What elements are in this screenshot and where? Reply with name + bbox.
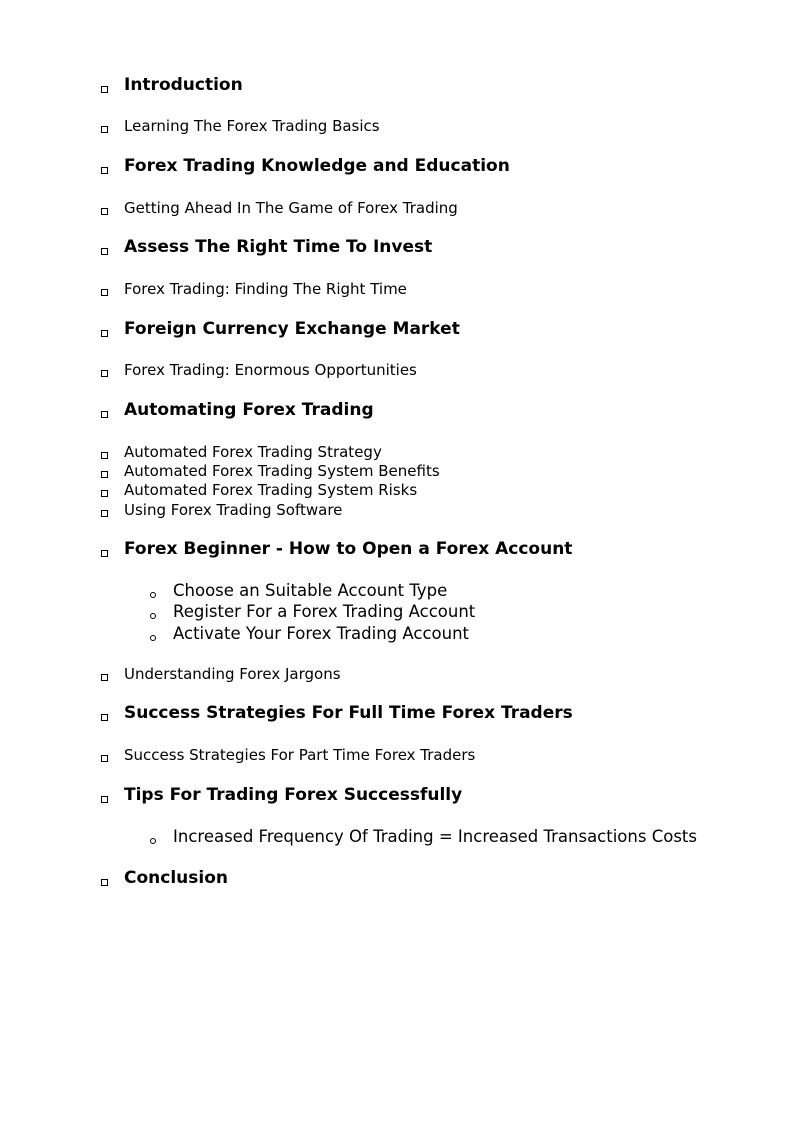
toc-item-text: Tips For Trading Forex Successfully bbox=[124, 785, 463, 805]
toc-item-text: Automated Forex Trading System Risks bbox=[124, 481, 418, 499]
circle-bullet-icon bbox=[150, 592, 156, 598]
toc-item-text: Activate Your Forex Trading Account bbox=[173, 624, 470, 643]
toc-item-text: Forex Trading: Finding The Right Time bbox=[124, 280, 407, 298]
square-bullet-icon bbox=[101, 550, 108, 557]
circle-bullet-icon bbox=[150, 613, 156, 619]
toc-item-text: Getting Ahead In The Game of Forex Trading bbox=[124, 199, 458, 217]
square-bullet-icon bbox=[101, 126, 108, 133]
square-bullet-icon bbox=[101, 755, 108, 762]
square-bullet-icon bbox=[101, 248, 108, 255]
toc-item-text: Choose an Suitable Account Type bbox=[173, 581, 448, 600]
toc-item-text: Register For a Forex Trading Account bbox=[173, 602, 476, 621]
square-bullet-icon bbox=[101, 452, 108, 459]
toc-item-text: Success Strategies For Full Time Forex Traders bbox=[124, 703, 573, 723]
square-bullet-icon bbox=[101, 289, 108, 296]
toc-item-text: Forex Trading Knowledge and Education bbox=[124, 156, 510, 176]
toc-item-text: Foreign Currency Exchange Market bbox=[124, 319, 460, 339]
square-bullet-icon bbox=[101, 714, 108, 721]
toc-item-text: Success Strategies For Part Time Forex Traders bbox=[124, 746, 476, 764]
toc-item-text: Increased Frequency Of Trading = Increased Transactions Costs bbox=[173, 827, 697, 846]
circle-bullet-icon bbox=[150, 838, 156, 844]
toc-item-text: Learning The Forex Trading Basics bbox=[124, 117, 380, 135]
square-bullet-icon bbox=[101, 674, 108, 681]
square-bullet-icon bbox=[101, 471, 108, 478]
square-bullet-icon bbox=[101, 411, 108, 418]
toc-item-text: Automated Forex Trading Strategy bbox=[124, 443, 382, 461]
toc-item-text: Automating Forex Trading bbox=[124, 400, 374, 420]
square-bullet-icon bbox=[101, 330, 108, 337]
square-bullet-icon bbox=[101, 208, 108, 215]
square-bullet-icon bbox=[101, 490, 108, 497]
toc-item-text: Assess The Right Time To Invest bbox=[124, 237, 433, 257]
square-bullet-icon bbox=[101, 86, 108, 93]
toc-item-text: Automated Forex Trading System Benefits bbox=[124, 462, 440, 480]
toc-item-text: Understanding Forex Jargons bbox=[124, 665, 341, 683]
toc-item-text: Forex Beginner - How to Open a Forex Account bbox=[124, 539, 573, 559]
toc-item-text: Using Forex Trading Software bbox=[124, 501, 343, 519]
toc-item-text: Forex Trading: Enormous Opportunities bbox=[124, 361, 417, 379]
square-bullet-icon bbox=[101, 167, 108, 174]
square-bullet-icon bbox=[101, 510, 108, 517]
toc-item-text: Introduction bbox=[124, 75, 243, 95]
square-bullet-icon bbox=[101, 796, 108, 803]
circle-bullet-icon bbox=[150, 635, 156, 641]
square-bullet-icon bbox=[101, 370, 108, 377]
square-bullet-icon bbox=[101, 879, 108, 886]
toc-item-text: Conclusion bbox=[124, 868, 228, 888]
